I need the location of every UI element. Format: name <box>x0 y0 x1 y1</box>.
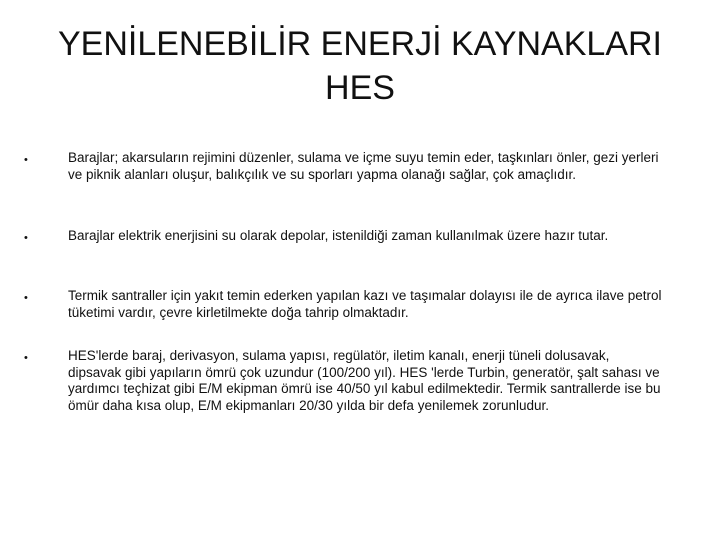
bullet-marker: • <box>24 352 28 364</box>
slide-title-line-1: YENİLENEBİLİR ENERJİ KAYNAKLARI <box>57 25 662 63</box>
bullet-text: Termik santraller için yakıt temin ederken yapılan kazı ve taşımalar dolayısı ile de ayrıca ilave petrol tüketimi vardır, çevre kirletilmekte doğa tahrip olmaktadır. <box>68 288 662 320</box>
bullet-text: Barajlar elektrik enerjisini su olarak depolar, istenildiği zaman kullanılmak üzere hazır tutar. <box>68 228 609 243</box>
slide-title <box>0 22 720 110</box>
bullet-marker: • <box>24 232 28 244</box>
bullet-marker: • <box>24 292 28 304</box>
bullet-text: HES'lerde baraj, derivasyon, sulama yapısı, regülatör, iletim kanalı, enerji tüneli dolusavak, dipsavak gibi yapıların ömrü çok uzundur (100/200 yıl). HES 'lerde Turbin, generatör, şalt sahası ve yardımcı teçhizat gibi E/M ekipman ömrü ise 40/50 yıl kabul edilmektedir. Termik santrallerde ise bu ömür daha kısa olup, E/M ekipmanları 20/30 yılda bir defa yenilemek zorunludur. <box>68 348 661 413</box>
bullet-text: Barajlar; akarsuların rejimini düzenler, sulama ve içme suyu temin eder, taşkınları önler, gezi yerleri ve piknik alanları oluşur, balıkçılık ve su sporları yapma olanağı sağlar, çok amaçlıdır. <box>68 150 659 182</box>
slide-title-line-2: HES <box>325 69 395 107</box>
bullet-marker: • <box>24 154 28 166</box>
